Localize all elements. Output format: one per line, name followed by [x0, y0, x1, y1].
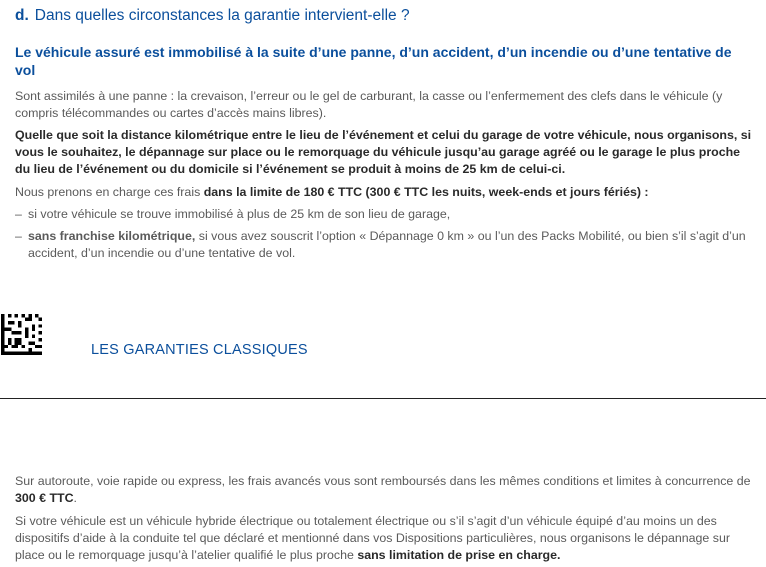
autoroute-text: Sur autoroute, voie rapide ou express, les frais avancés vous sont remboursés dans les mêmes conditions et limites à concurrence de [15, 474, 751, 488]
section-d-heading [15, 7, 410, 25]
electrique-bold: sans limitation de prise en charge. [357, 548, 561, 562]
paragraph-organisation-text: Quelle que soit la distance kilométrique entre le lieu de l’événement et celui du garage de votre véhicule, nous organisons, si vous le souhaitez, le dépannage sur place ou le remorquage du véhicule jusqu’au garage agréé ou le garage le plus proche du lieu de l’événement ou du domicile si l’événement se produit à moins de 25 km de celui-ci. [15, 128, 752, 176]
list-item-bold: sans franchise kilométrique, [28, 229, 196, 243]
paragraph-organisation [15, 127, 755, 178]
list-dash: – [15, 229, 22, 243]
autoroute-end: . [73, 491, 77, 505]
list-item [15, 228, 755, 262]
section-title: LES GARANTIES CLASSIQUES [91, 342, 308, 358]
electrique-text: Si votre véhicule est un véhicule hybride électrique ou totalement électrique ou s’il s’agit d’un véhicule équipé d’au moins un des dispositifs d’aide à la conduite tel que déclaré et mentionné dans vos Dispositions particulières, nous organisons le dépannage sur place ou le remorquage jusqu’à l’atelier qualifié le plus proche [15, 514, 730, 562]
frais-text: Nous prenons en charge ces frais [15, 185, 204, 199]
datamatrix-code-icon [1, 313, 42, 356]
list-item-text: si votre véhicule se trouve immobilisé à plus de 25 km de son lieu de garage, [28, 207, 451, 221]
list-item [15, 206, 755, 223]
paragraph-frais [15, 184, 755, 201]
paragraph-panne: Sont assimilés à une panne : la crevaison, l’erreur ou le gel de carburant, la casse ou l’enfermement des clefs dans le véhicule (y compris télécommandes ou cartes d’accès mains libres). [15, 89, 723, 120]
list-item-text: si vous avez souscrit l’option « Dépannage 0 km » ou l’un des Packs Mobilité, ou bien s’il s’agit d’un accident, d’un incendie ou d’une tentative de vol. [28, 229, 746, 260]
list-dash: – [15, 207, 22, 221]
divider [0, 398, 766, 399]
subheading: Le véhicule assuré est immobilisé à la suite d’une panne, d’un accident, d’un incendie ou d’une tentative de vol [15, 44, 732, 78]
section-title-d: Dans quelles circonstances la garantie intervient-elle ? [34, 7, 410, 24]
paragraph-autoroute [15, 473, 755, 507]
paragraph-electrique [15, 513, 755, 564]
frais-limit: dans la limite de 180 € TTC (300 € TTC les nuits, week-ends et jours fériés) : [203, 185, 649, 199]
section-letter: d. [15, 7, 29, 24]
autoroute-amount: 300 € TTC [15, 491, 74, 505]
